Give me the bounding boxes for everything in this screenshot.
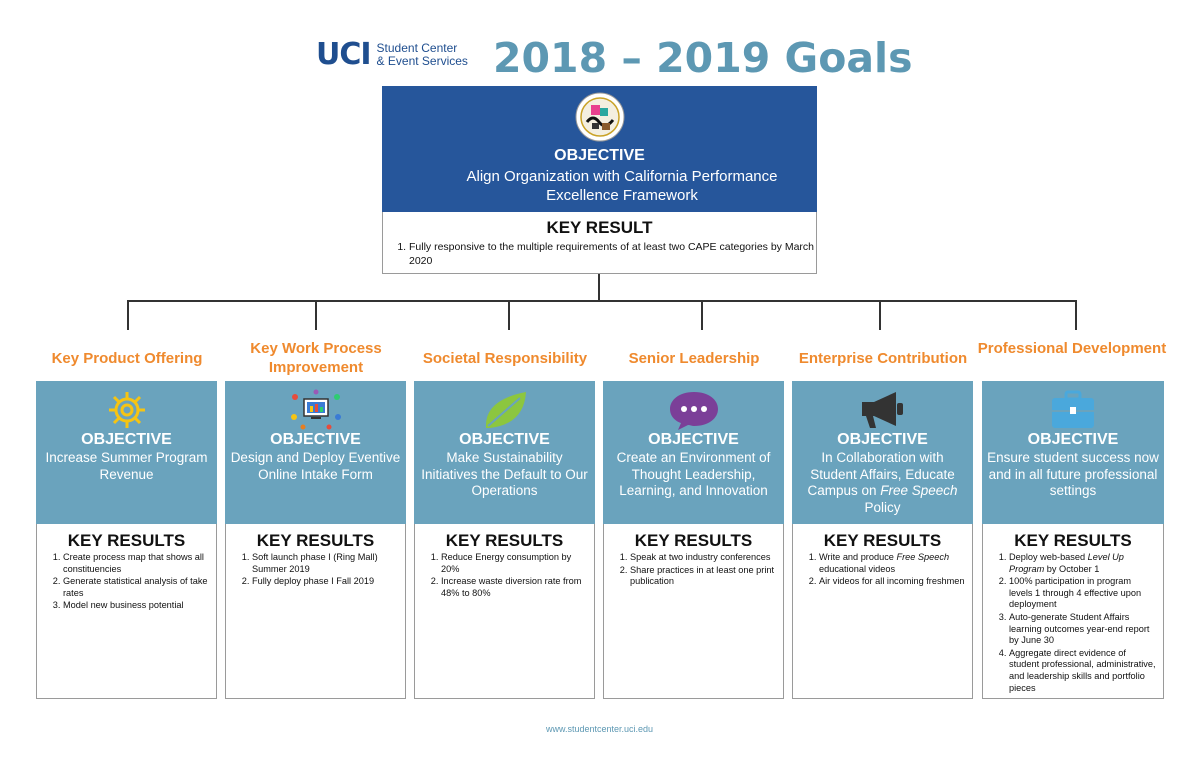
list-item: 1. Create process map that shows all constituencies: [63, 552, 210, 575]
list-item: 1. Fully responsive to the multiple requirements of at least two CAPE categories by March 2020: [409, 240, 816, 268]
objective-heading: OBJECTIVE: [459, 431, 550, 448]
key-results-list: [415, 552, 588, 599]
top-key-result-box: [382, 212, 817, 274]
connector-drop: [879, 300, 881, 330]
category-key-work-process-improvement: Key Work Process Improvement: [250, 340, 382, 376]
list-item: 3. Auto-generate Student Affairs learning outcomes year-end report by June 30: [1009, 612, 1157, 647]
key-results-box: [414, 524, 595, 699]
key-results-heading: KEY RESULTS: [67, 531, 186, 550]
list-item: 2. Air videos for all incoming freshmen: [819, 576, 966, 588]
brand-uci: UCI: [316, 37, 371, 72]
connector-drop: [127, 300, 129, 330]
chat-bubble-icon: [667, 388, 721, 432]
objective-text: Create an Environment of Thought Leadership, Learning, and Innovation: [616, 450, 771, 498]
category-key-product-offering: Key Product Offering: [51, 350, 203, 367]
computer-network-icon: [289, 389, 343, 431]
list-item: 3. Model new business potential: [63, 600, 210, 612]
top-key-result-heading: KEY RESULT: [546, 218, 653, 237]
objective-box: [982, 381, 1164, 524]
brand-subtitle: Student Center & Event Services: [376, 41, 468, 68]
megaphone-icon: [856, 388, 910, 432]
connector-drop: [701, 300, 703, 330]
connector-drop: [1075, 300, 1077, 330]
briefcase-icon: [1048, 388, 1098, 432]
gear-icon: [105, 388, 149, 432]
connector-drop: [508, 300, 510, 330]
objective-heading: OBJECTIVE: [270, 431, 361, 448]
objective-heading: OBJECTIVE: [81, 431, 172, 448]
brand-logo: [316, 37, 468, 72]
cape-seal-icon: [575, 92, 625, 142]
key-results-list: [37, 552, 210, 612]
key-results-box: [982, 524, 1164, 699]
connector-trunk: [598, 274, 600, 301]
list-item: 2. Increase waste diversion rate from 48% to 80%: [441, 576, 588, 599]
top-objective-box: [382, 86, 817, 212]
top-objective-text: Align Organization with California Performance Excellence Framework: [466, 168, 778, 204]
key-results-box: [792, 524, 973, 699]
objective-box: [603, 381, 784, 524]
key-results-heading: KEY RESULTS: [256, 531, 375, 550]
list-item: 4. Aggregate direct evidence of student professional, administrative, and leadership skills and portfolio pieces: [1009, 648, 1157, 694]
objective-text: Increase Summer Program Revenue: [45, 450, 208, 482]
page-title: 2018 – 2019 Goals: [493, 34, 913, 82]
top-key-result-list: [383, 240, 816, 268]
category-enterprise-contribution: Enterprise Contribution: [798, 350, 968, 367]
category-professional-development: Professional Development: [977, 340, 1167, 357]
key-results-box: [603, 524, 784, 699]
objective-box: [36, 381, 217, 524]
objective-text: Design and Deploy Eventive Online Intake Form: [230, 450, 401, 482]
objective-box: [414, 381, 595, 524]
list-item: 1. Deploy web-based Level Up Program by October 1: [1009, 552, 1157, 575]
list-item: 1. Soft launch phase I (Ring Mall) Summer 2019: [252, 552, 399, 575]
category-societal-responsibility: Societal Responsibility: [422, 350, 588, 367]
footer-url: www.studentcenter.uci.edu: [545, 724, 654, 734]
objective-heading: OBJECTIVE: [837, 431, 928, 448]
list-item: 2. 100% participation in program levels 1 through 4 effective upon deployment: [1009, 576, 1157, 611]
objective-box: [225, 381, 406, 524]
key-results-list: [226, 552, 399, 588]
key-results-heading: KEY RESULTS: [634, 531, 753, 550]
list-item: 1. Write and produce Free Speech educational videos: [819, 552, 966, 575]
list-item: 2. Share practices in at least one print publication: [630, 565, 777, 588]
list-item: 2. Generate statistical analysis of take rates: [63, 576, 210, 599]
list-item: 1. Reduce Energy consumption by 20%: [441, 552, 588, 575]
connector-drop: [315, 300, 317, 330]
objective-text: Ensure student success now and in all future professional settings: [987, 450, 1159, 498]
top-objective-heading: OBJECTIVE: [554, 147, 645, 164]
key-results-box: [36, 524, 217, 699]
key-results-list: [983, 552, 1157, 694]
key-results-heading: KEY RESULTS: [823, 531, 942, 550]
connector-bar: [127, 300, 1077, 302]
key-results-list: [604, 552, 777, 588]
objective-heading: OBJECTIVE: [648, 431, 739, 448]
objective-text: In Collaboration with Student Affairs, Educate Campus on Free Speech Policy: [807, 450, 958, 515]
category-senior-leadership: Senior Leadership: [628, 350, 760, 367]
list-item: 2. Fully deploy phase I Fall 2019: [252, 576, 399, 588]
key-results-heading: KEY RESULTS: [445, 531, 564, 550]
objective-box: [792, 381, 973, 524]
key-results-box: [225, 524, 406, 699]
list-item: 1. Speak at two industry conferences: [630, 552, 777, 564]
leaf-icon: [480, 388, 530, 432]
objective-text: Make Sustainability Initiatives the Default to Our Operations: [421, 450, 588, 498]
key-results-heading: KEY RESULTS: [1014, 531, 1132, 550]
key-results-list: [793, 552, 966, 588]
objective-heading: OBJECTIVE: [1027, 431, 1119, 448]
